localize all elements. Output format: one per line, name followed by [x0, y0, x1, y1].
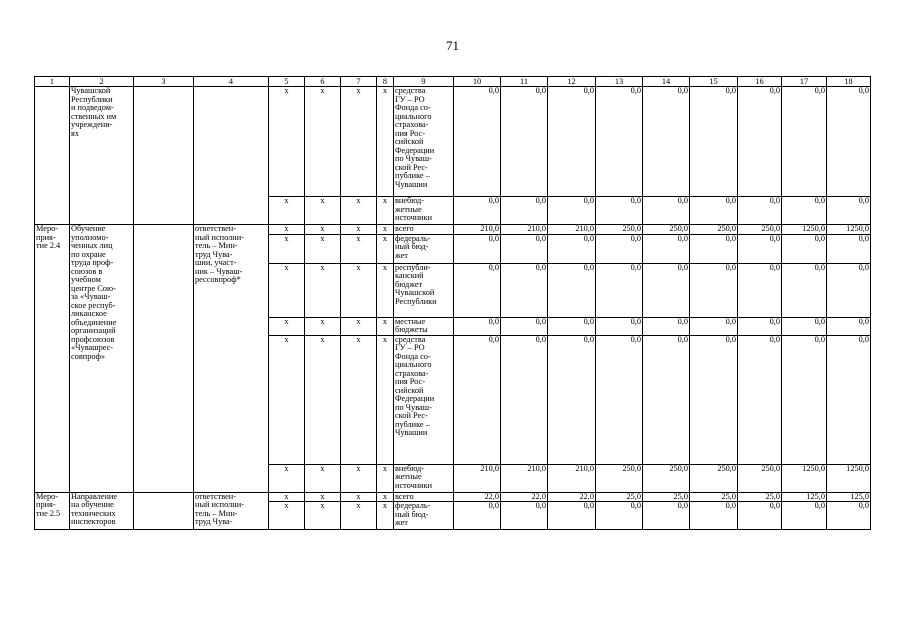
value-cell: 1250,0	[782, 225, 827, 235]
x-mark: х	[341, 234, 377, 263]
value-cell: 0,0	[690, 502, 738, 530]
value-cell: 1250,0	[827, 225, 871, 235]
x-mark: х	[377, 317, 394, 335]
x-mark: х	[269, 87, 305, 197]
value-cell: 1250,0	[782, 464, 827, 492]
column-number: 3	[134, 77, 194, 87]
executor-cell: ответствен- ный исполни- тель – Мин- труд Чува- шии, участ- ник – Чуваш- рессовпроф*	[194, 225, 269, 493]
value-cell: 0,0	[782, 87, 827, 197]
value-cell: 125,0	[827, 492, 871, 502]
goal-cell	[134, 87, 194, 225]
source-cell: средства ГУ – РО Фонда со- циального страхова- ния Рос- сийской Федерации по Чуваш- ской Рес- публике – Чувашии	[394, 335, 454, 464]
value-cell: 0,0	[454, 335, 501, 464]
value-cell: 0,0	[738, 197, 782, 225]
value-cell: 0,0	[548, 335, 596, 464]
x-mark: х	[269, 502, 305, 530]
x-mark: х	[377, 335, 394, 464]
source-cell: всего	[394, 492, 454, 502]
column-number: 13	[596, 77, 643, 87]
x-mark: х	[305, 335, 341, 464]
value-cell: 0,0	[548, 87, 596, 197]
value-cell: 0,0	[501, 317, 548, 335]
value-cell: 25,0	[738, 492, 782, 502]
value-cell: 0,0	[596, 502, 643, 530]
executor-cell	[194, 87, 269, 225]
table-row	[35, 87, 871, 197]
value-cell: 250,0	[738, 225, 782, 235]
value-cell: 0,0	[596, 263, 643, 317]
column-number: 5	[269, 77, 305, 87]
x-mark: х	[377, 225, 394, 235]
goal-cell	[134, 225, 194, 493]
value-cell: 0,0	[643, 502, 690, 530]
value-cell: 250,0	[643, 464, 690, 492]
column-number: 1	[35, 77, 70, 87]
value-cell: 0,0	[643, 335, 690, 464]
value-cell: 0,0	[643, 197, 690, 225]
value-cell: 0,0	[454, 87, 501, 197]
value-cell: 250,0	[690, 225, 738, 235]
x-mark: х	[305, 492, 341, 502]
x-mark: х	[341, 197, 377, 225]
value-cell: 0,0	[643, 263, 690, 317]
event-label-cell	[35, 87, 70, 225]
column-number: 12	[548, 77, 596, 87]
x-mark: х	[269, 225, 305, 235]
x-mark: х	[341, 335, 377, 464]
value-cell: 0,0	[501, 263, 548, 317]
x-mark: х	[269, 263, 305, 317]
x-mark: х	[305, 464, 341, 492]
value-cell: 1250,0	[827, 464, 871, 492]
column-number: 16	[738, 77, 782, 87]
value-cell: 0,0	[827, 502, 871, 530]
x-mark: х	[377, 464, 394, 492]
value-cell: 0,0	[738, 263, 782, 317]
x-mark: х	[377, 234, 394, 263]
value-cell: 0,0	[690, 335, 738, 464]
value-cell: 0,0	[454, 197, 501, 225]
x-mark: х	[377, 502, 394, 530]
x-mark: х	[305, 197, 341, 225]
value-cell: 0,0	[827, 87, 871, 197]
x-mark: х	[305, 317, 341, 335]
x-mark: х	[269, 335, 305, 464]
x-mark: х	[269, 234, 305, 263]
source-cell: местные бюджеты	[394, 317, 454, 335]
value-cell: 0,0	[827, 263, 871, 317]
value-cell: 0,0	[548, 263, 596, 317]
x-mark: х	[305, 502, 341, 530]
x-mark: х	[377, 197, 394, 225]
value-cell: 0,0	[738, 234, 782, 263]
value-cell: 0,0	[827, 197, 871, 225]
x-mark: х	[341, 502, 377, 530]
column-number: 6	[305, 77, 341, 87]
value-cell: 0,0	[548, 502, 596, 530]
value-cell: 0,0	[643, 234, 690, 263]
x-mark: х	[341, 464, 377, 492]
x-mark: х	[341, 317, 377, 335]
value-cell: 25,0	[643, 492, 690, 502]
value-cell: 0,0	[454, 263, 501, 317]
value-cell: 0,0	[827, 234, 871, 263]
column-number: 2	[70, 77, 134, 87]
value-cell: 0,0	[782, 317, 827, 335]
value-cell: 0,0	[827, 335, 871, 464]
value-cell: 0,0	[596, 87, 643, 197]
x-mark: х	[269, 317, 305, 335]
value-cell: 0,0	[548, 317, 596, 335]
value-cell: 0,0	[548, 234, 596, 263]
x-mark: х	[305, 87, 341, 197]
budget-table	[34, 76, 871, 530]
x-mark: х	[377, 263, 394, 317]
x-mark: х	[269, 464, 305, 492]
x-mark: х	[341, 263, 377, 317]
value-cell: 0,0	[596, 335, 643, 464]
value-cell: 0,0	[827, 317, 871, 335]
column-number: 11	[501, 77, 548, 87]
x-mark: х	[305, 225, 341, 235]
x-mark: х	[341, 492, 377, 502]
column-number: 17	[782, 77, 827, 87]
x-mark: х	[341, 225, 377, 235]
page-number: 71	[446, 38, 459, 53]
table-row	[35, 492, 871, 502]
table-row	[35, 225, 871, 235]
column-number: 9	[394, 77, 454, 87]
source-cell: федераль- ный бюд- жет	[394, 502, 454, 530]
value-cell: 250,0	[690, 464, 738, 492]
value-cell: 0,0	[501, 502, 548, 530]
source-cell: внебюд- жетные источники	[394, 464, 454, 492]
x-mark: х	[305, 263, 341, 317]
value-cell: 0,0	[782, 502, 827, 530]
value-cell: 25,0	[690, 492, 738, 502]
value-cell: 250,0	[738, 464, 782, 492]
value-cell: 0,0	[738, 502, 782, 530]
value-cell: 210,0	[548, 464, 596, 492]
x-mark: х	[269, 197, 305, 225]
value-cell: 0,0	[690, 234, 738, 263]
x-mark: х	[305, 234, 341, 263]
column-number: 14	[643, 77, 690, 87]
event-name-cell: Направление на обучение технических инспекторов	[70, 492, 134, 530]
column-number: 15	[690, 77, 738, 87]
value-cell: 22,0	[501, 492, 548, 502]
column-number: 4	[194, 77, 269, 87]
source-cell: всего	[394, 225, 454, 235]
value-cell: 210,0	[454, 464, 501, 492]
source-cell: средства ГУ – РО Фонда со- циального страхова- ния Рос- сийской Федерации по Чуваш- ской Рес- публике – Чувашии	[394, 87, 454, 197]
value-cell: 125,0	[782, 492, 827, 502]
source-cell: федераль- ный бюд- жет	[394, 234, 454, 263]
value-cell: 0,0	[596, 197, 643, 225]
value-cell: 0,0	[501, 197, 548, 225]
source-cell: республи- канский бюджет Чувашской Республики	[394, 263, 454, 317]
value-cell: 0,0	[501, 87, 548, 197]
goal-cell	[134, 492, 194, 530]
value-cell: 0,0	[643, 87, 690, 197]
value-cell: 210,0	[548, 225, 596, 235]
event-name-cell: Чувашской Республики и подведом- ственных им учреждени- ях	[70, 87, 134, 225]
value-cell: 0,0	[690, 317, 738, 335]
x-mark: х	[269, 492, 305, 502]
column-number: 8	[377, 77, 394, 87]
value-cell: 0,0	[738, 87, 782, 197]
value-cell: 210,0	[501, 225, 548, 235]
value-cell: 210,0	[454, 225, 501, 235]
event-label-cell: Меро- прия- тие 2.4	[35, 225, 70, 493]
source-cell: внебюд- жетные источники	[394, 197, 454, 225]
value-cell: 0,0	[738, 335, 782, 464]
value-cell: 250,0	[643, 225, 690, 235]
value-cell: 0,0	[738, 317, 782, 335]
value-cell: 22,0	[548, 492, 596, 502]
value-cell: 0,0	[690, 263, 738, 317]
value-cell: 0,0	[548, 197, 596, 225]
value-cell: 250,0	[596, 225, 643, 235]
value-cell: 0,0	[782, 197, 827, 225]
value-cell: 0,0	[596, 317, 643, 335]
header-row	[35, 77, 871, 87]
value-cell: 0,0	[501, 234, 548, 263]
value-cell: 0,0	[782, 335, 827, 464]
value-cell: 0,0	[501, 335, 548, 464]
value-cell: 0,0	[690, 197, 738, 225]
column-number: 18	[827, 77, 871, 87]
value-cell: 25,0	[596, 492, 643, 502]
event-label-cell: Меро- прия- тие 2.5	[35, 492, 70, 530]
executor-cell: ответствен- ный исполни- тель – Мин- труд Чува-	[194, 492, 269, 530]
event-name-cell: Обучение уполномо- ченных лиц по охране труда проф- союзов в учебном центре Сою- за «Чуваш- ское респуб- ликанское объединение организаций профсоюзов «Чувашрес- совпроф»	[70, 225, 134, 493]
x-mark: х	[341, 87, 377, 197]
value-cell: 0,0	[690, 87, 738, 197]
value-cell: 250,0	[596, 464, 643, 492]
value-cell: 0,0	[596, 234, 643, 263]
value-cell: 0,0	[454, 234, 501, 263]
value-cell: 22,0	[454, 492, 501, 502]
x-mark: х	[377, 492, 394, 502]
value-cell: 0,0	[782, 234, 827, 263]
value-cell: 0,0	[454, 502, 501, 530]
column-number: 7	[341, 77, 377, 87]
value-cell: 210,0	[501, 464, 548, 492]
column-number: 10	[454, 77, 501, 87]
value-cell: 0,0	[643, 317, 690, 335]
value-cell: 0,0	[454, 317, 501, 335]
x-mark: х	[377, 87, 394, 197]
value-cell: 0,0	[782, 263, 827, 317]
